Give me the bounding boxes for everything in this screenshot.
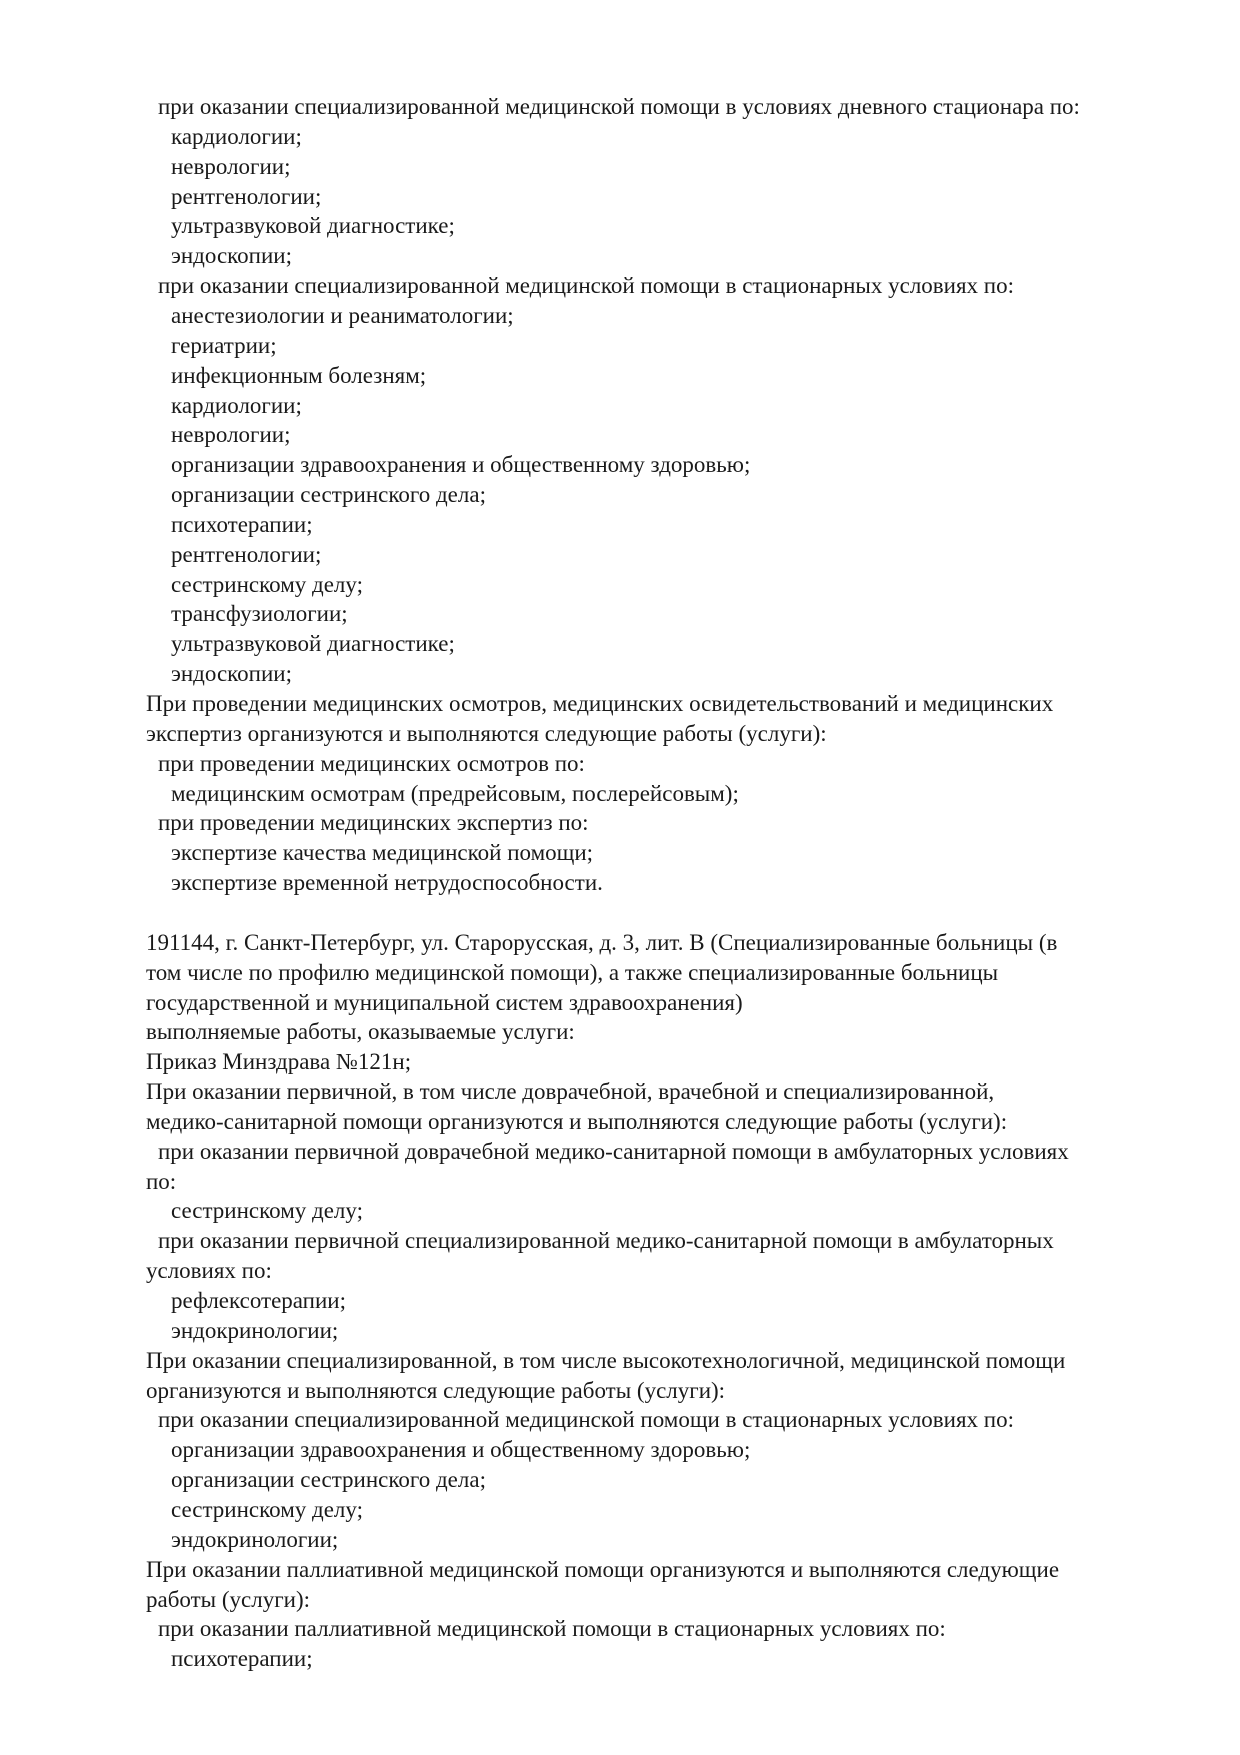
list-item: рентгенологии; xyxy=(171,541,322,567)
list-item: инфекционным болезням; xyxy=(171,362,427,388)
section-line: при оказании первичной специализированной медико-санитарной помощи в амбулаторных xyxy=(158,1228,1054,1254)
list-item: рефлексотерапии; xyxy=(171,1288,346,1313)
list-item: организации сестринского дела; xyxy=(171,482,486,508)
list-item: экспертизе временной нетрудоспособности. xyxy=(171,870,603,896)
paragraph-line: При оказании паллиативной медицинской помощи организуются и выполняются следующие xyxy=(146,1556,1060,1582)
list-item: анестезиологии и реаниматологии; xyxy=(171,302,514,328)
paragraph-line: государственной и муниципальной систем здравоохранения) xyxy=(146,989,743,1015)
paragraph-line: по: xyxy=(146,1168,177,1194)
section-line: при оказании специализированной медицинской помощи в условиях дневного стационара по: xyxy=(158,94,1080,119)
section-line: при оказании паллиативной медицинской помощи в стационарных условиях по: xyxy=(158,1616,946,1642)
paragraph-line: условиях по: xyxy=(146,1258,272,1284)
list-item: организации сестринского дела; xyxy=(171,1467,486,1493)
paragraph-line: работы (услуги): xyxy=(146,1586,310,1612)
list-item: гериатрии; xyxy=(171,332,277,358)
list-item: экспертизе качества медицинской помощи; xyxy=(171,840,594,866)
section-line: при оказании первичной доврачебной медико-санитарной помощи в амбулаторных условиях xyxy=(158,1138,1069,1164)
paragraph-line: При оказании первичной, в том числе доврачебной, врачебной и специализированной, xyxy=(146,1079,995,1105)
paragraph-line: том числе по профилю медицинской помощи), а также специализированные больницы xyxy=(146,959,999,985)
list-item: рентгенологии; xyxy=(171,183,322,209)
list-item: сестринскому делу; xyxy=(171,571,363,597)
paragraph-line: экспертиз организуются и выполняются следующие работы (услуги): xyxy=(146,720,827,746)
list-item: организации здравоохранения и общественному здоровью; xyxy=(171,1437,751,1463)
list-item: психотерапии; xyxy=(171,511,313,537)
list-item: эндокринологии; xyxy=(171,1526,339,1552)
list-item: психотерапии; xyxy=(171,1646,313,1672)
list-item: ультразвуковой диагностике; xyxy=(171,213,455,239)
section-line: при оказании специализированной медицинской помощи в стационарных условиях по: xyxy=(158,1407,1014,1433)
paragraph-line: При оказании специализированной, в том числе высокотехнологичной, медицинской помощи xyxy=(146,1347,1066,1373)
list-item: кардиологии; xyxy=(171,123,302,149)
list-item: кардиологии; xyxy=(171,392,302,418)
section-line: при проведении медицинских осмотров по: xyxy=(158,750,585,776)
list-item: трансфузиологии; xyxy=(171,601,348,627)
section-line: при проведении медицинских экспертиз по: xyxy=(158,810,589,836)
paragraph-line: выполняемые работы, оказываемые услуги: xyxy=(146,1019,575,1045)
list-item: сестринскому делу; xyxy=(171,1198,363,1224)
list-item: медицинским осмотрам (предрейсовым, послерейсовым); xyxy=(171,780,739,806)
section-line: при оказании специализированной медицинской помощи в стационарных условиях по: xyxy=(158,273,1014,299)
list-item: неврологии; xyxy=(171,153,291,179)
list-item: сестринскому делу; xyxy=(171,1496,363,1522)
list-item: эндоскопии; xyxy=(171,243,292,269)
list-item: эндоскопии; xyxy=(171,661,292,687)
paragraph-line: Приказ Минздрава №121н; xyxy=(146,1049,412,1075)
list-item: ультразвуковой диагностике; xyxy=(171,631,455,657)
list-item: эндокринологии; xyxy=(171,1317,339,1343)
paragraph-line: При проведении медицинских осмотров, медицинских освидетельствований и медицинских xyxy=(146,691,1054,716)
list-item: организации здравоохранения и общественному здоровью; xyxy=(171,452,751,478)
paragraph-line: медико-санитарной помощи организуются и выполняются следующие работы (услуги): xyxy=(146,1108,1008,1134)
list-item: неврологии; xyxy=(171,422,291,448)
paragraph-line: 191144, г. Санкт-Петербург, ул. Старорусская, д. 3, лит. В (Специализированные больницы (в xyxy=(146,929,1058,955)
paragraph-line: организуются и выполняются следующие работы (услуги): xyxy=(146,1377,726,1403)
